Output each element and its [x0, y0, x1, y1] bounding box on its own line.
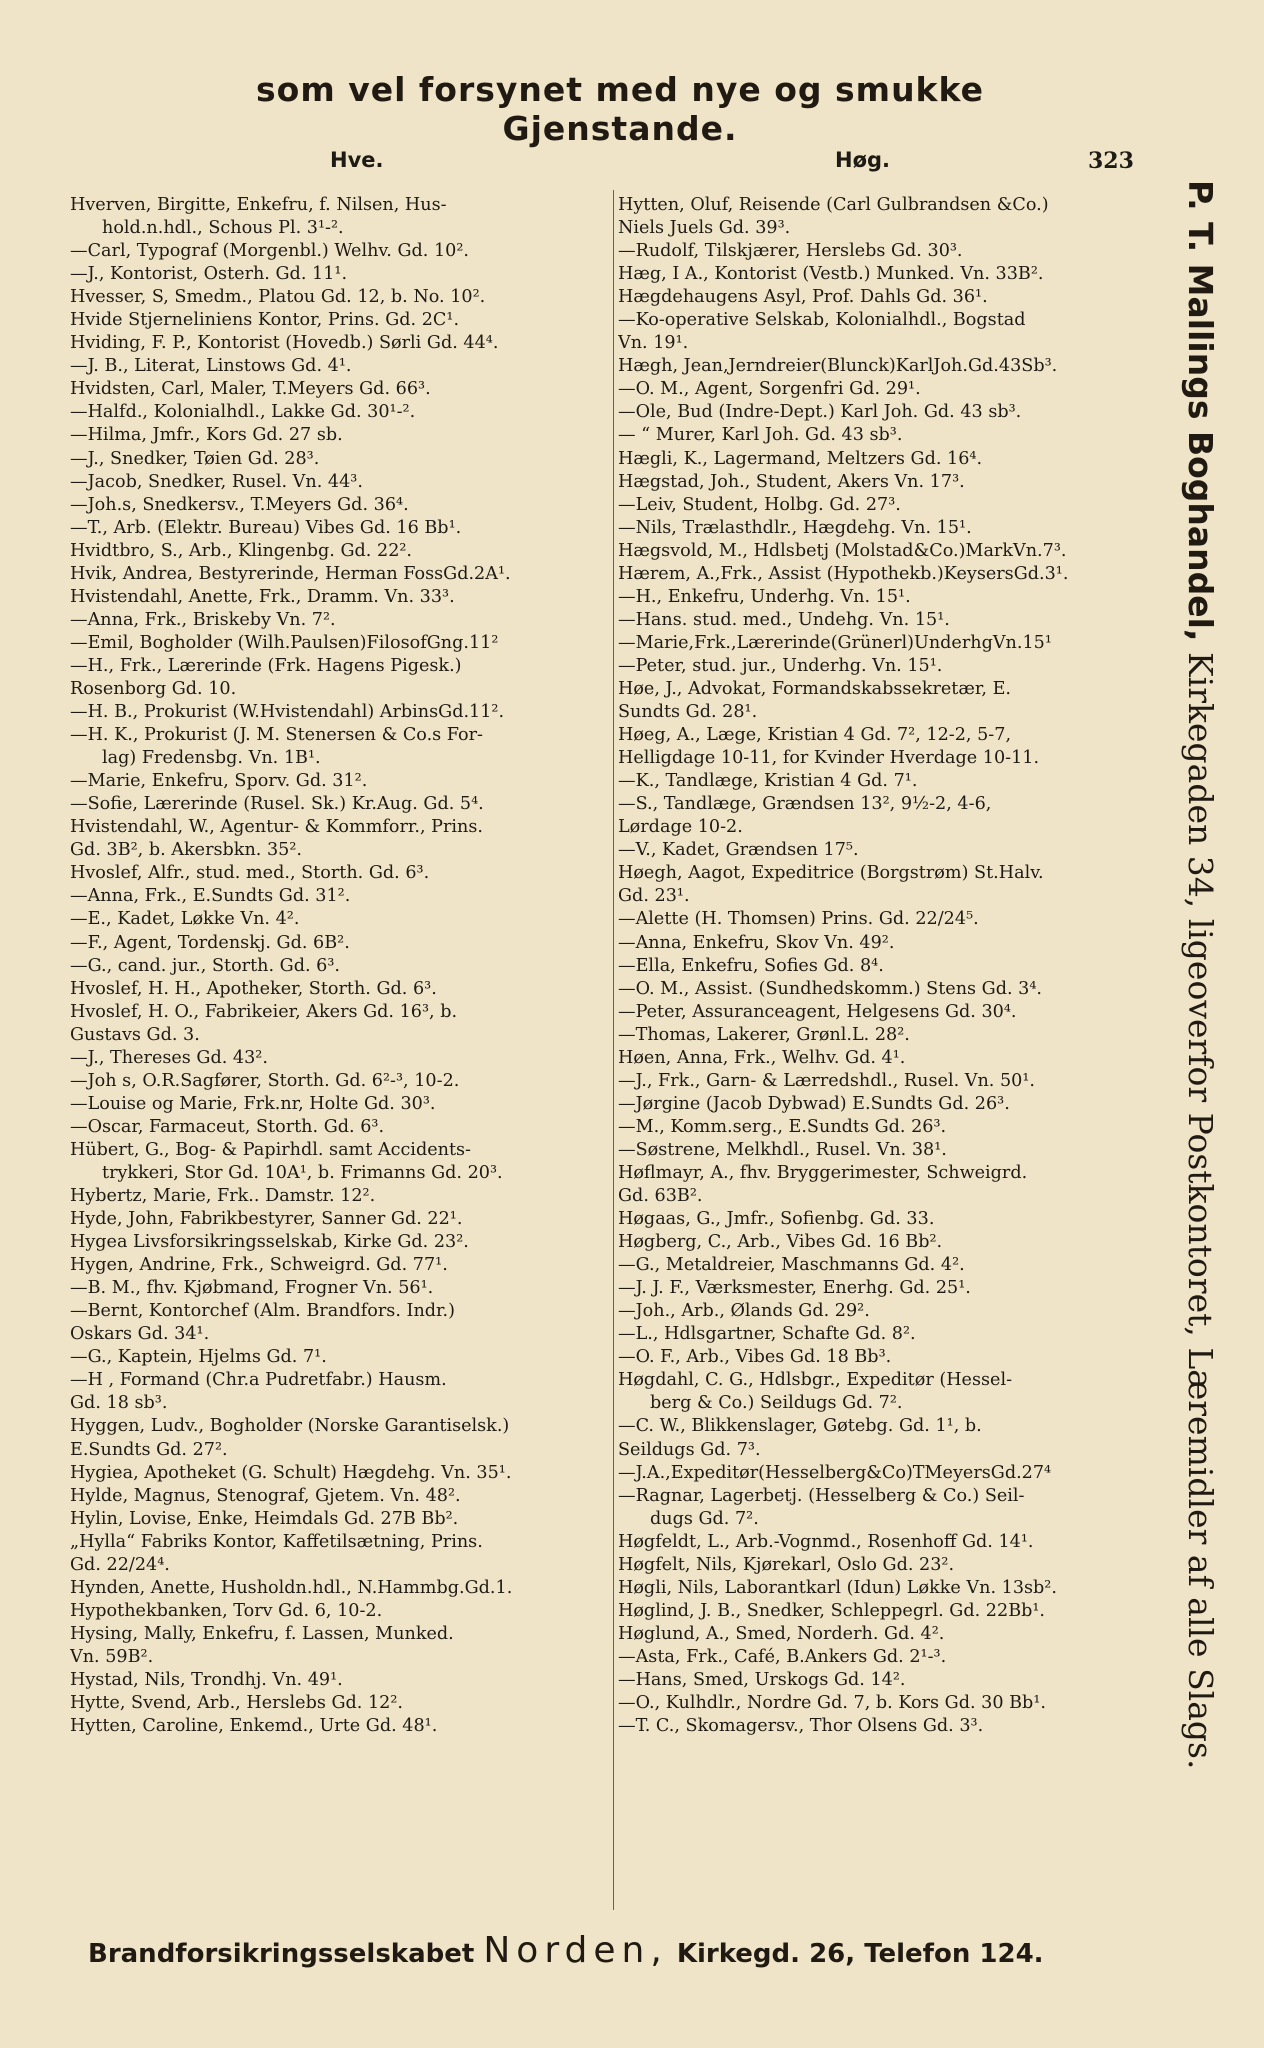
directory-entry-line: Hybertz, Marie, Frk.. Damstr. 12².: [70, 1186, 376, 1207]
right-column-header: Høg.: [835, 148, 891, 172]
directory-entry-line: Høen, Anna, Frk., Welhv. Gd. 4¹.: [618, 1047, 906, 1068]
directory-entry-line: —Ragnar, Lagerbetj. (Hesselberg & Co.) Seil-: [618, 1485, 1025, 1506]
directory-entry-line: —G., Metaldreier, Maschmanns Gd. 4².: [618, 1255, 965, 1276]
directory-entry-line: —T. C., Skomagersv., Thor Olsens Gd. 3³.: [618, 1716, 984, 1737]
directory-entry-line: —J., Snedker, Tøien Gd. 28³.: [70, 448, 320, 469]
directory-entry-line: —C. W., Blikkenslager, Gøtebg. Gd. 1¹, b.: [618, 1416, 982, 1437]
directory-entry-line: Hyggen, Ludv., Bogholder (Norske Garantiselsk.): [70, 1416, 510, 1437]
directory-entry-line: Gd. 18 sb³.: [70, 1393, 168, 1414]
directory-entry-line: Hynden, Anette, Husholdn.hdl., N.Hammbg.Gd.1.: [70, 1577, 513, 1598]
directory-entry-line: Hytten, Oluf, Reisende (Carl Gulbrandsen &Co.): [618, 195, 1049, 215]
directory-entry-line: Hvoslef, H. O., Fabrikeier, Akers Gd. 16³, b.: [70, 1001, 458, 1022]
directory-entry-line: —L., Hdlsgartner, Schafte Gd. 8².: [618, 1324, 916, 1345]
bottom-banner-pre: Brandforsikringsselskabet: [88, 1939, 484, 1969]
side-advertisement-name: P. T. Mallings Boghandel,: [1181, 180, 1220, 642]
directory-entry-line: —H , Formand (Chr.a Pudretfabr.) Hausm.: [70, 1370, 447, 1391]
directory-entry-line: —J. J. F., Værksmester, Enerhg. Gd. 25¹.: [618, 1278, 971, 1299]
side-advertisement-text: [1170, 180, 1230, 1940]
directory-entry-line: —J., Kontorist, Osterh. Gd. 11¹.: [70, 264, 348, 285]
directory-entry-line: Hylin, Lovise, Enke, Heimdals Gd. 27B Bb².: [70, 1508, 459, 1529]
directory-entry-line: —G., Kaptein, Hjelms Gd. 7¹.: [70, 1347, 327, 1368]
directory-entry-line: Sundts Gd. 28¹.: [618, 702, 758, 723]
bottom-banner-name: Norden,: [483, 1930, 668, 1971]
bottom-advertisement-banner: [88, 1930, 1188, 1971]
directory-entry-line: —Bernt, Kontorchef (Alm. Brandfors. Indr.): [70, 1301, 455, 1322]
directory-entry-line: —Joh s, O.R.Sagfører, Storth. Gd. 6²-³, 10-2.: [70, 1070, 460, 1091]
directory-entry-line: —Alette (H. Thomsen) Prins. Gd. 22/24⁵.: [618, 909, 979, 930]
directory-entry-line: —Louise og Marie, Frk.nr, Holte Gd. 30³.: [70, 1093, 436, 1114]
directory-entry-line: —S., Tandlæge, Grændsen 13², 9½-2, 4-6,: [618, 794, 992, 815]
directory-entry-line: Hvoslef, Alfr., stud. med., Storth. Gd. 6³.: [70, 863, 430, 884]
directory-entry-line: —F., Agent, Tordenskj. Gd. 6B².: [70, 932, 350, 953]
directory-entry-line: —J. B., Literat, Linstows Gd. 4¹.: [70, 356, 352, 377]
side-advertisement-rest: Kirkegaden 34, ligeoverfor Postkontoret, Læremidler af alle Slags.: [1181, 641, 1220, 1770]
directory-entry-line: Helligdage 10-11, for Kvinder Hverdage 10-11.: [618, 748, 1040, 769]
directory-entry-line: —Asta, Frk., Café, B.Ankers Gd. 2¹-³.: [618, 1646, 947, 1667]
directory-entry-line: —Nils, Trælasthdlr., Hægdehg. Vn. 15¹.: [618, 517, 972, 538]
directory-entry-line: —O. F., Arb., Vibes Gd. 18 Bb³.: [618, 1347, 892, 1368]
directory-entry-line: berg & Co.) Seildugs Gd. 7².: [650, 1393, 903, 1414]
directory-entry-line: —H. K., Prokurist (J. M. Stenersen & Co.s For-: [70, 725, 483, 746]
directory-entry-line: trykkeri, Stor Gd. 10A¹, b. Frimanns Gd. 20³.: [102, 1162, 503, 1183]
directory-entry-line: —H., Frk., Lærerinde (Frk. Hagens Pigesk.): [70, 655, 462, 676]
directory-entry-line: Vn. 59B².: [70, 1646, 154, 1667]
directory-entry-line: —Jacob, Snedker, Rusel. Vn. 44³.: [70, 471, 363, 492]
directory-entry-line: —K., Tandlæge, Kristian 4 Gd. 7¹.: [618, 771, 918, 792]
directory-entry-line: Høgli, Nils, Laborantkarl (Idun) Løkke Vn. 13sb².: [618, 1577, 1057, 1598]
directory-entry-line: Hytten, Caroline, Enkemd., Urte Gd. 48¹.: [70, 1716, 438, 1737]
directory-entry-line: Hvistendahl, Anette, Frk., Dramm. Vn. 33³.: [70, 586, 455, 607]
directory-entry-line: —Oscar, Farmaceut, Storth. Gd. 6³.: [70, 1116, 385, 1137]
directory-entry-line: —Anna, Frk., E.Sundts Gd. 31².: [70, 886, 351, 907]
directory-entry-line: dugs Gd. 7².: [650, 1508, 759, 1529]
directory-entry-line: Hübert, G., Bog- & Papirhdl. samt Accidents-: [70, 1139, 471, 1160]
directory-entry-line: Gd. 23¹.: [618, 886, 690, 907]
directory-entry-line: Høeg, A., Læge, Kristian 4 Gd. 7², 12-2, 5-7,: [618, 725, 1012, 746]
directory-entry-line: Høgaas, G., Jmfr., Sofienbg. Gd. 33.: [618, 1209, 935, 1230]
directory-entry-line: —Rudolf, Tilskjærer, Herslebs Gd. 30³.: [618, 241, 963, 262]
directory-entry-line: —Jørgine (Jacob Dybwad) E.Sundts Gd. 26³.: [618, 1093, 1010, 1114]
directory-entry-line: Hægli, K., Lagermand, Meltzers Gd. 16⁴.: [618, 448, 983, 469]
directory-entry-line: —E., Kadet, Løkke Vn. 4².: [70, 909, 300, 930]
directory-entry-line: —Halfd., Kolonialhdl., Lakke Gd. 30¹-².: [70, 402, 416, 423]
directory-entry-line: Hystad, Nils, Trondhj. Vn. 49¹.: [70, 1670, 343, 1690]
directory-entry-line: —Peter, stud. jur., Underhg. Vn. 15¹.: [618, 655, 943, 676]
directory-entry-line: Hægh, Jean,Jerndreier(Blunck)KarlJoh.Gd.43Sb³.: [618, 356, 1058, 377]
directory-entry-line: —Hans. stud. med., Undehg. Vn. 15¹.: [618, 609, 950, 630]
right-column-entries: [618, 194, 1158, 1738]
directory-entry-line: —H., Enkefru, Underhg. Vn. 15¹.: [618, 586, 911, 607]
directory-entry-line: Lørdage 10-2.: [618, 817, 743, 838]
left-column-header: Hve.: [330, 148, 384, 172]
directory-entry-line: —J., Frk., Garn- & Lærredshdl., Rusel. Vn. 50¹.: [618, 1070, 1036, 1091]
directory-entry-line: Hvidtbro, S., Arb., Klingenbg. Gd. 22².: [70, 540, 413, 561]
directory-entry-line: —Peter, Assuranceagent, Helgesens Gd. 30⁴.: [618, 1001, 1017, 1022]
directory-entry-line: —Søstrene, Melkhdl., Rusel. Vn. 38¹.: [618, 1139, 947, 1160]
directory-entry-line: Hægdehaugens Asyl, Prof. Dahls Gd. 36¹.: [618, 287, 988, 308]
directory-entry-line: Hverven, Birgitte, Enkefru, f. Nilsen, Hus-: [70, 195, 447, 215]
directory-entry-line: —Marie,Frk.,Lærerinde(Grünerl)UnderhgVn.15¹: [618, 632, 1052, 653]
column-divider: [613, 190, 614, 1910]
directory-entry-line: Høglund, A., Smed, Norderh. Gd. 4².: [618, 1623, 945, 1644]
directory-entry-line: Gd. 3B², b. Akersbkn. 35².: [70, 840, 303, 861]
directory-entry-line: Høflmayr, A., fhv. Bryggerimester, Schweigrd.: [618, 1162, 1028, 1183]
directory-entry-line: Hvistendahl, W., Agentur- & Kommforr., Prins.: [70, 817, 483, 838]
directory-entry-line: —Ole, Bud (Indre-Dept.) Karl Joh. Gd. 43 sb³.: [618, 402, 1022, 423]
directory-entry-line: Rosenborg Gd. 10.: [70, 678, 237, 699]
directory-entry-line: Høgberg, C., Arb., Vibes Gd. 16 Bb².: [618, 1232, 943, 1253]
bottom-banner-post: Kirkegd. 26, Telefon 124.: [667, 1939, 1044, 1969]
directory-entry-line: Hytte, Svend, Arb., Herslebs Gd. 12².: [70, 1693, 404, 1714]
directory-entry-line: Niels Juels Gd. 39³.: [618, 218, 791, 239]
directory-entry-line: Hæg, I A., Kontorist (Vestb.) Munked. Vn. 33B².: [618, 264, 1044, 285]
directory-entry-line: — “ Murer, Karl Joh. Gd. 43 sb³.: [618, 425, 903, 446]
directory-entry-line: Hvik, Andrea, Bestyrerinde, Herman FossGd.2A¹.: [70, 563, 511, 584]
directory-entry-line: —Leiv, Student, Holbg. Gd. 27³.: [618, 494, 901, 515]
directory-entry-line: Seildugs Gd. 7³.: [618, 1439, 761, 1460]
directory-entry-line: Hægstad, Joh., Student, Akers Vn. 17³.: [618, 471, 965, 492]
directory-entry-line: Høgfelt, Nils, Kjørekarl, Oslo Gd. 23².: [618, 1554, 955, 1575]
directory-entry-line: Hvidsten, Carl, Maler, T.Meyers Gd. 66³.: [70, 379, 431, 400]
directory-entry-line: —B. M., fhv. Kjøbmand, Frogner Vn. 56¹.: [70, 1278, 434, 1299]
directory-entry-line: —Marie, Enkefru, Sporv. Gd. 31².: [70, 771, 368, 792]
directory-entry-line: Høgfeldt, L., Arb.-Vognmd., Rosenhoff Gd. 14¹.: [618, 1531, 1034, 1552]
directory-entry-line: Hvide Stjerneliniens Kontor, Prins. Gd. 2C¹.: [70, 310, 460, 331]
directory-entry-line: Gd. 22/24⁴.: [70, 1554, 170, 1575]
directory-entry-line: —Hans, Smed, Urskogs Gd. 14².: [618, 1670, 906, 1690]
directory-entry-line: Gustavs Gd. 3.: [70, 1024, 200, 1045]
directory-entry-line: Hviding, F. P., Kontorist (Hovedb.) Sørli Gd. 44⁴.: [70, 333, 499, 354]
directory-entry-line: Hygen, Andrine, Frk., Schweigrd. Gd. 77¹.: [70, 1255, 448, 1276]
directory-entry-line: Hvesser, S, Smedm., Platou Gd. 12, b. No. 10².: [70, 287, 486, 308]
directory-entry-line: —O. M., Assist. (Sundhedskomm.) Stens Gd. 3⁴.: [618, 978, 1043, 999]
directory-entry-line: Hypothekbanken, Torv Gd. 6, 10-2.: [70, 1600, 383, 1621]
directory-entry-line: —O., Kulhdlr., Nordre Gd. 7, b. Kors Gd. 30 Bb¹.: [618, 1693, 1046, 1714]
directory-entry-line: Vn. 19¹.: [618, 333, 689, 354]
directory-entry-line: E.Sundts Gd. 27².: [70, 1439, 228, 1460]
directory-entry-line: Hygiea, Apotheket (G. Schult) Hægdehg. Vn. 35¹.: [70, 1462, 512, 1483]
directory-entry-line: —M., Komm.serg., E.Sundts Gd. 26³.: [618, 1116, 947, 1137]
directory-entry-line: —Thomas, Lakerer, Grønl.L. 28².: [618, 1024, 910, 1045]
directory-entry-line: —Emil, Bogholder (Wilh.Paulsen)FilosofGng.11²: [70, 632, 499, 653]
directory-entry-line: Gd. 63B².: [618, 1186, 703, 1207]
directory-entry-line: —Joh.s, Snedkersv., T.Meyers Gd. 36⁴.: [70, 494, 409, 515]
directory-entry-line: —Carl, Typograf (Morgenbl.) Welhv. Gd. 10².: [70, 241, 469, 262]
directory-entry-line: —Ko-operative Selskab, Kolonialhdl., Bogstad: [618, 310, 1026, 331]
directory-entry-line: Hyde, John, Fabrikbestyrer, Sanner Gd. 22¹.: [70, 1209, 463, 1230]
directory-entry-line: Hvoslef, H. H., Apotheker, Storth. Gd. 6³.: [70, 978, 437, 999]
directory-entry-line: Hysing, Mally, Enkefru, f. Lassen, Munked.: [70, 1623, 454, 1644]
directory-entry-line: —G., cand. jur., Storth. Gd. 6³.: [70, 955, 341, 976]
directory-entry-line: —Anna, Frk., Briskeby Vn. 7².: [70, 609, 336, 630]
directory-entry-line: Oskars Gd. 34¹.: [70, 1324, 210, 1345]
directory-entry-line: Høgdahl, C. G., Hdlsbgr., Expeditør (Hessel-: [618, 1370, 1013, 1391]
page-number: 323: [1088, 148, 1134, 174]
directory-entry-line: —Ella, Enkefru, Sofies Gd. 8⁴.: [618, 955, 884, 976]
directory-entry-line: —Sofie, Lærerinde (Rusel. Sk.) Kr.Aug. Gd. 5⁴.: [70, 794, 484, 815]
directory-entry-line: Høegh, Aagot, Expeditrice (Borgstrøm) St.Halv.: [618, 863, 1044, 884]
directory-entry-line: —Joh., Arb., Ølands Gd. 29².: [618, 1301, 870, 1322]
directory-entry-line: Høe, J., Advokat, Formandskabssekretær, E.: [618, 678, 1012, 699]
directory-entry-line: —Anna, Enkefru, Skov Vn. 49².: [618, 932, 895, 953]
directory-entry-line: —J., Thereses Gd. 43².: [70, 1047, 268, 1068]
directory-entry-line: Høglind, J. B., Snedker, Schleppegrl. Gd. 22Bb¹.: [618, 1600, 1046, 1621]
directory-entry-line: lag) Fredensbg. Vn. 1B¹.: [102, 748, 321, 769]
directory-entry-line: —O. M., Agent, Sorgenfri Gd. 29¹.: [618, 379, 921, 400]
directory-entry-line: Hylde, Magnus, Stenograf, Gjetem. Vn. 48².: [70, 1485, 461, 1506]
directory-entry-line: Hygea Livsforsikringsselskab, Kirke Gd. 23².: [70, 1232, 469, 1253]
directory-entry-line: Hærem, A.,Frk., Assist (Hypothekb.)KeysersGd.3¹.: [618, 563, 1069, 584]
directory-entry-line: —V., Kadet, Grændsen 17⁵.: [618, 840, 859, 861]
directory-entry-line: —T., Arb. (Elektr. Bureau) Vibes Gd. 16 Bb¹.: [70, 517, 462, 538]
directory-entry-line: hold.n.hdl., Schous Pl. 3¹-².: [102, 218, 344, 239]
directory-entry-line: „Hylla“ Fabriks Kontor, Kaffetilsætning, Prins.: [70, 1531, 483, 1552]
directory-entry-line: —J.A.,Expeditør(Hesselberg&Co)TMeyersGd.27⁴: [618, 1462, 1052, 1483]
left-column-entries: [70, 194, 610, 1738]
side-advertisement: [1170, 180, 1230, 1940]
directory-entry-line: Hægsvold, M., Hdlsbetj (Molstad&Co.)MarkVn.7³.: [618, 540, 1067, 561]
directory-entry-line: —Hilma, Jmfr., Kors Gd. 27 sb.: [70, 425, 343, 446]
directory-entry-line: —H. B., Prokurist (W.Hvistendahl) ArbinsGd.11².: [70, 702, 505, 723]
top-advertisement-banner: som vel forsynet med nye og smukke Gjenstande.: [256, 70, 984, 148]
